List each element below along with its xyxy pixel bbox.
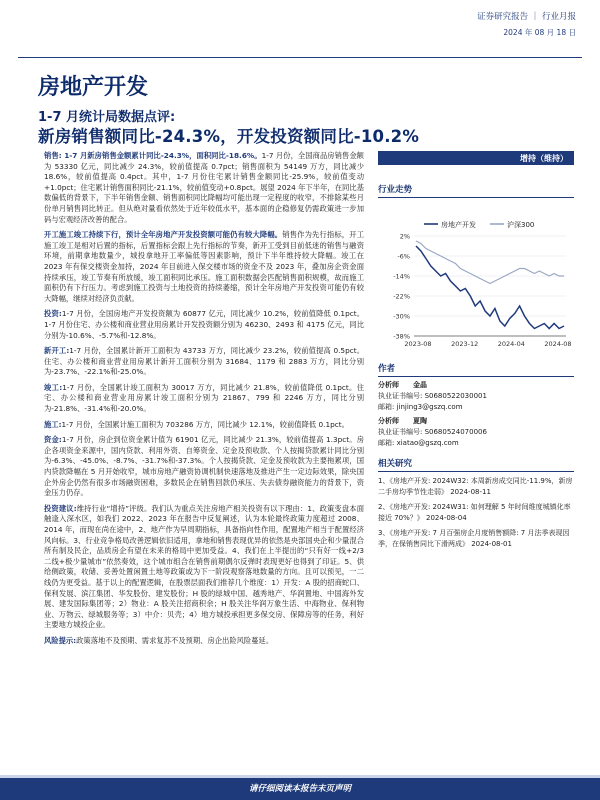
y-tick-label: -30% (393, 312, 410, 321)
analyst-2-role: 分析师 (378, 417, 399, 425)
rating-badge: 增持（维持） (378, 151, 574, 165)
report-header (477, 10, 576, 38)
analyst-2-cert: 执业证书编号: S0680524070006 (378, 428, 487, 436)
new-start-text: 1-7 月份，全国累计新开工面积为 43733 万方，同比减少 23.2%，较前值提高 0.5pct。住宅、办公楼和商业营业用房累计新开工面积分别为 31684、1179 和 2883 万方，同比分别为-23.7%、-22.1%和-25.0%。 (44, 346, 365, 377)
sales-paragraph (44, 151, 364, 225)
sales-label: 销售: 1-7 月新房销售金额累计同比-24.3%，面积同比-18.6%。 (44, 151, 262, 160)
related-section-title: 相关研究 (378, 457, 574, 472)
legend-label-csi300: 沪深300 (507, 221, 535, 229)
analyst-1-name: 金晶 (413, 381, 427, 389)
related-report-3[interactable]: 3、《房地产开发: 7 月百强房企月度销售额降: 7 月法季表现因季，在保销售同比下滑两成》 2024-08-01 (378, 529, 570, 548)
investment-paragraph (44, 309, 364, 341)
funding-text: 1-7 月份，房企到位资金累计值为 61901 亿元，同比减少 21.3%，较前值提高 1.3pct。房企各项资金来源中，国内贷款、利用外资、自筹资金、定金及预收款、个人按揭贷款累计同比分别为-6.3%、-45.0%、-8.7%、-31.7%和-37.3%。个人按揭贷款、定金及预收款为主要拖累项，国内贷款降幅在 5 月开始收窄，城市房地产融资协调机制快速落地及推进产生一定边际效果，除央国企外房企仍然有很多市场融资困难，多数民企在销售回款仍承压、失去债券融资能力的背景下，资金压力仍存。 (44, 435, 365, 498)
legend-label-real-estate: 房地产开发 (441, 221, 476, 229)
trend-chart-svg (378, 202, 574, 352)
trend-chart (378, 202, 574, 352)
related-report-1[interactable]: 1、《房地产开发: 2024W32: 本周新房成交同比-11.9%，新房二手房均季节性走弱》 2024-08-11 (378, 477, 573, 496)
investment-label: 投资: (44, 309, 62, 319)
report-date: 2024 年 08 月 18 日 (503, 28, 576, 37)
new-start-paragraph (44, 346, 364, 378)
completion-label: 竣工: (44, 382, 63, 392)
y-tick-label: 2% (399, 232, 410, 241)
analysts-section-title: 作者 (378, 362, 574, 377)
analyst-1-email[interactable]: 邮箱: jinjing3@gszq.com (378, 403, 463, 411)
sales-text: 1-7 月份，全国商品房销售金额为 53330 亿元，同比减少 24.3%，较前值提高 0.7pct；销售面积为 54149 万方，同比减少 18.6%，较前值提高 0.4pct。其中，1-7 月份住宅累计销售金额同比-25.9%，较前值变动+1.0pct；住宅累计销售面积同比-21.1%，较前值变动+0.8pct。展望 2024 年下半年，在同比基数偏低的背景下，下半年销售金额、销售面积同比降幅均可能出现一定程度的收窄，不排除某些月份单月销售同比转正。但从绝对量看依然处于近年较低水平，基本面的企稳修复仍需政策进一步加码与宏观经济改善的配合。 (44, 151, 364, 224)
report-headline: 新房销售额同比-24.3%，开发投资额同比-10.2% (38, 127, 420, 146)
y-tick-label: -14% (393, 272, 410, 281)
report-subtitle: 1-7 月统计局数据点评: (38, 110, 176, 125)
footer-disclaimer: 请仔细阅读本报告末页声明 (0, 778, 600, 800)
construction-text: 销售作为先行指标，开工施工竣工是相对后置的指标，后置指标会跟上先行指标的节奏，新开工受到目前低迷的销售与融资环境，前期拿地数量少，城投拿地开工率偏低等因素影响，预计下半年维持较大降幅。竣工在 2023 年有保交楼资金加持，2024 年目前进入保交楼市场的资金不及 2023 年，叠加房企资金面持续承压，竣工节奏有所放缓，竣工面积同比承压。施工面积数据会匹配销售面积规模，故而施工面积仍有下行压力。考虑到施工投资与土地投资的持续萎缩，预计全年房地产开发投资可能仍有较大降幅，继续对经济负贡献。 (44, 230, 364, 303)
analyst-1-cert: 执业证书编号: S0680522030001 (378, 392, 487, 400)
under-construction-text: 1-7 月份，全国累计施工面积为 703286 万方，同比减少 12.1%，较前值降低 0.1pct。 (61, 419, 349, 429)
new-start-label: 新开工: (44, 346, 70, 356)
page-title: 房地产开发 (38, 75, 149, 100)
completion-text: 1-7 月份，全国累计竣工面积为 30017 万方，同比减少 21.8%，较前值降低 0.1pct。住宅、办公楼和商业营业用房累计竣工面积分别为 21867、799 和 2246 万方，同比分别为-21.8%、-31.4%和-20.0%。 (44, 382, 365, 414)
completion-paragraph (44, 383, 364, 415)
recommendation-text: 维持行业“增持”评级。我们认为重点关注房地产相关投资有以下理由：1、政策变盘本面触逢入深水区，如我们 2022、2023 年在报告中反复阐述，认为本轮最终政策力度超过 2008、2014 年，而现在尚在途中，2、地产作为早周期指标，具备指向性作用，配置地产相当于配置经济风向标。3、行业竞争格局改善逻辑依旧适用，拿地和销售表现优异的依然是央部国央企和少量混合所有制及民企，品质房企有望在未来的格局中更加受益。4、我们在上半提出的“只有好一线+2/3 二线+极少量城市”依然奏效，这个城市组合在销售前期偶尔反弹时表现更好也得到了印证。5、供给侧政策，收储、妥善处置闲置土地等政策或为下一阶段观察落地数量的方向。且可以预见，一二线仍为更受益。基于以上的配置逻辑，在股票层面我们推荐几个维度：1）开发：A 股的招商蛇口、保利发展、滨江集团、华发股份、建发股份；H 股的绿城中国、越秀地产、华润置地、中国海外发展、建发国际集团等；2）物业：A 股关注招商积余；H 股关注华润万象生活、中海物业、保利物业、万物云、绿城服务等；3）中介：贝壳；4）地方城投承担更多保交房、保障房等的任务，利好主要地方城投企业。 (44, 503, 364, 630)
analyst-2-email[interactable]: 邮箱: xiatao@gszq.com (378, 439, 459, 447)
construction-paragraph (44, 230, 364, 304)
analyst-1 (378, 380, 574, 391)
header-divider (18, 57, 582, 58)
y-tick-label: -6% (397, 252, 410, 261)
sidebar (378, 151, 574, 550)
series-line-csi300 (416, 241, 564, 284)
x-tick-label: 2023-08 (404, 340, 432, 348)
x-tick-label: 2024-04 (497, 340, 525, 348)
funding-label: 资金: (44, 435, 62, 445)
funding-paragraph (44, 435, 364, 499)
trend-section-title: 行业走势 (378, 183, 574, 198)
y-tick-label: -38% (393, 332, 410, 341)
construction-label: 开工施工竣工持续下行，预计全年房地产开发投资额可能仍有较大降幅。 (44, 230, 283, 240)
analyst-1-role: 分析师 (378, 381, 399, 389)
risk-text: 政策落地不及预期、需求复苏不及预期、房企出险风险蔓延。 (76, 635, 274, 645)
risk-label: 风险提示: (44, 635, 77, 645)
recommendation-paragraph (44, 504, 364, 631)
report-category: 证券研究报告 ｜ 行业月报 (477, 12, 576, 22)
under-construction-paragraph (44, 420, 364, 431)
risk-paragraph (44, 636, 364, 647)
analyst-2-name: 夏陶 (413, 417, 427, 425)
under-construction-label: 施工: (44, 419, 62, 429)
analyst-2 (378, 416, 574, 427)
report-body (44, 151, 364, 652)
x-tick-label: 2023-12 (451, 340, 479, 348)
x-tick-label: 2024-08 (544, 340, 572, 348)
recommendation-label: 投资建议: (44, 503, 77, 513)
y-tick-label: -22% (393, 292, 410, 301)
related-report-2[interactable]: 2、《房地产开发: 2024W31: 如何理解 5 年时间维度城镇化率接近 70%？》 2024-08-04 (378, 503, 571, 522)
investment-text: 1-7 月份，全国房地产开发投资额为 60877 亿元，同比减少 10.2%，较前值降低 0.1pct。1-7 月份住宅、办公楼和商业营业用房累计开发投资额分别为 46230、2493 和 4175 亿元，同比分别为-10.6%、-5.7%和-12.8%。 (44, 309, 365, 340)
